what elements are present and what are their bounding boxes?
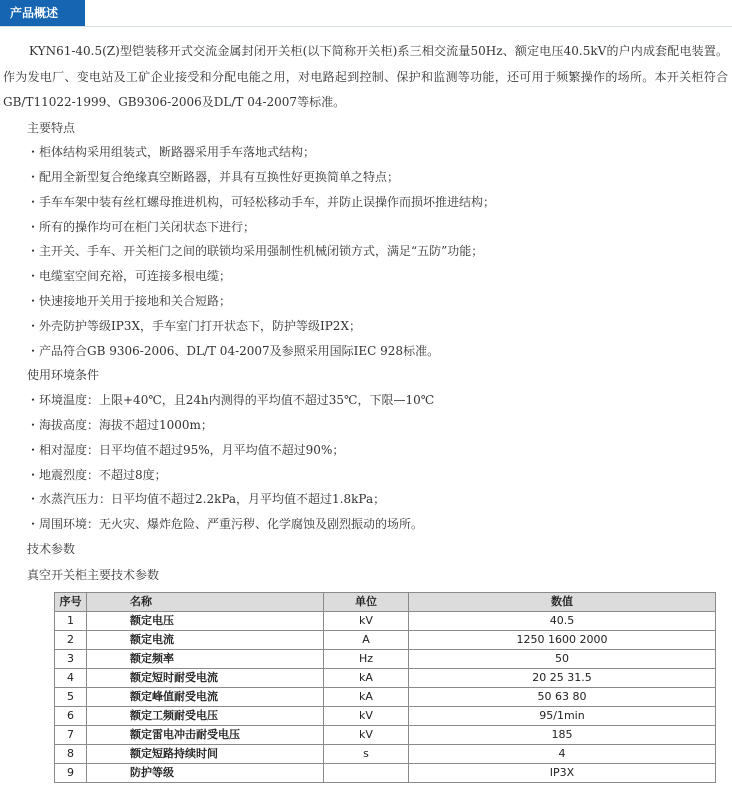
features-heading: 主要特点 (27, 120, 76, 135)
col-header-no: 序号 (55, 593, 87, 612)
cell-no: 6 (55, 707, 87, 726)
feature-item: ・外壳防护等级IP3X，手车室门打开状态下，防护等级IP2X； (27, 318, 361, 333)
cell-unit: Hz (324, 650, 409, 669)
product-description (0, 39, 732, 588)
tech-params-heading: 技术参数 (27, 542, 76, 557)
cell-name: 额定短时耐受电流 (87, 669, 324, 688)
cell-name: 额定短路持续时间 (87, 745, 324, 764)
table-row (55, 612, 716, 631)
cell-no: 8 (55, 745, 87, 764)
cell-unit (324, 764, 409, 783)
cell-value: 1250 1600 2000 (409, 631, 716, 650)
cell-name: 额定峰值耐受电流 (87, 688, 324, 707)
section-tab-bar (0, 0, 732, 27)
cell-unit: A (324, 631, 409, 650)
cell-name: 额定工频耐受电压 (87, 707, 324, 726)
cell-value: 20 25 31.5 (409, 669, 716, 688)
cell-name: 防护等级 (87, 764, 324, 783)
cell-value: 95/1min (409, 707, 716, 726)
cell-value: 50 (409, 650, 716, 669)
intro-paragraph: KYN61-40.5(Z)型铠装移开式交流金属封闭开关柜(以下简称开关柜)系三相交流量50Hz、额定电压40.5kV的户内成套配电装置。作为发电厂、变电站及工矿企业接受和分配电能之用，对电路起到控制、保护和监测等功能，还可用于频繁操作的场所。本开关柜符合GB/T11022-1999、GB9306-2006及DL/T 04-2007等标准。 (3, 44, 728, 109)
feature-item: ・主开关、手车、开关柜门之间的联锁均采用强制性机械闭锁方式，满足“五防”功能； (27, 244, 484, 259)
table-row (55, 669, 716, 688)
cell-no: 2 (55, 631, 87, 650)
table-row (55, 764, 716, 783)
environment-list (0, 388, 732, 537)
cell-name: 额定电压 (87, 612, 324, 631)
cell-unit: kV (324, 707, 409, 726)
cell-unit: s (324, 745, 409, 764)
cell-value: 40.5 (409, 612, 716, 631)
environment-item: ・水蒸汽压力：日平均值不超过2.2kPa，月平均值不超过1.8kPa； (27, 492, 386, 507)
table-header-row (55, 593, 716, 612)
tab-product-overview[interactable]: 产品概述 (0, 0, 85, 26)
cell-no: 7 (55, 726, 87, 745)
cell-name: 额定电流 (87, 631, 324, 650)
feature-item: ・所有的操作均可在柜门关闭状态下进行； (27, 219, 256, 234)
table-row (55, 707, 716, 726)
features-list (0, 140, 732, 363)
cell-unit: kV (324, 726, 409, 745)
feature-item: ・快速接地开关用于接地和关合短路； (27, 294, 232, 309)
cell-name: 额定频率 (87, 650, 324, 669)
col-header-name: 名称 (87, 593, 324, 612)
feature-item: ・电缆室空间充裕，可连接多根电缆； (27, 269, 232, 284)
environment-item: ・周围环境：无火灾、爆炸危险、严重污秽、化学腐蚀及剧烈振动的场所。 (27, 517, 424, 532)
environment-item: ・地震烈度：不超过8度； (27, 467, 167, 482)
cell-unit: kV (324, 612, 409, 631)
feature-item: ・产品符合GB 9306-2006、DL/T 04-2007及参照采用国际IEC 928标准。 (27, 343, 440, 358)
environment-heading: 使用环境条件 (27, 368, 100, 383)
cell-no: 4 (55, 669, 87, 688)
cell-unit: kA (324, 688, 409, 707)
cell-no: 5 (55, 688, 87, 707)
cell-no: 1 (55, 612, 87, 631)
spec-table (54, 592, 716, 783)
cell-value: 50 63 80 (409, 688, 716, 707)
col-header-unit: 单位 (324, 593, 409, 612)
environment-item: ・环境温度：上限+40℃，且24h内测得的平均值不超过35℃，下限—10℃ (27, 393, 435, 408)
feature-item: ・手车车架中装有丝杠螺母推进机构，可轻松移动手车，并防止误操作而损坏推进结构； (27, 194, 496, 209)
table-row (55, 650, 716, 669)
cell-unit: kA (324, 669, 409, 688)
environment-item: ・海拔高度：海拔不超过1000m； (27, 418, 213, 433)
cell-no: 3 (55, 650, 87, 669)
cell-value: 4 (409, 745, 716, 764)
table-row (55, 726, 716, 745)
col-header-value: 数值 (409, 593, 716, 612)
table-row (55, 631, 716, 650)
cell-no: 9 (55, 764, 87, 783)
environment-item: ・相对湿度：日平均值不超过95%，月平均值不超过90%； (27, 442, 345, 457)
table-row (55, 745, 716, 764)
table-row (55, 688, 716, 707)
cell-value: IP3X (409, 764, 716, 783)
cell-name: 额定雷电冲击耐受电压 (87, 726, 324, 745)
feature-item: ・柜体结构采用组装式，断路器采用手车落地式结构； (27, 145, 316, 160)
cell-value: 185 (409, 726, 716, 745)
feature-item: ・配用全新型复合绝缘真空断路器，并具有互换性好更换简单之特点； (27, 170, 400, 185)
table-title: 真空开关柜主要技术参数 (27, 567, 160, 582)
